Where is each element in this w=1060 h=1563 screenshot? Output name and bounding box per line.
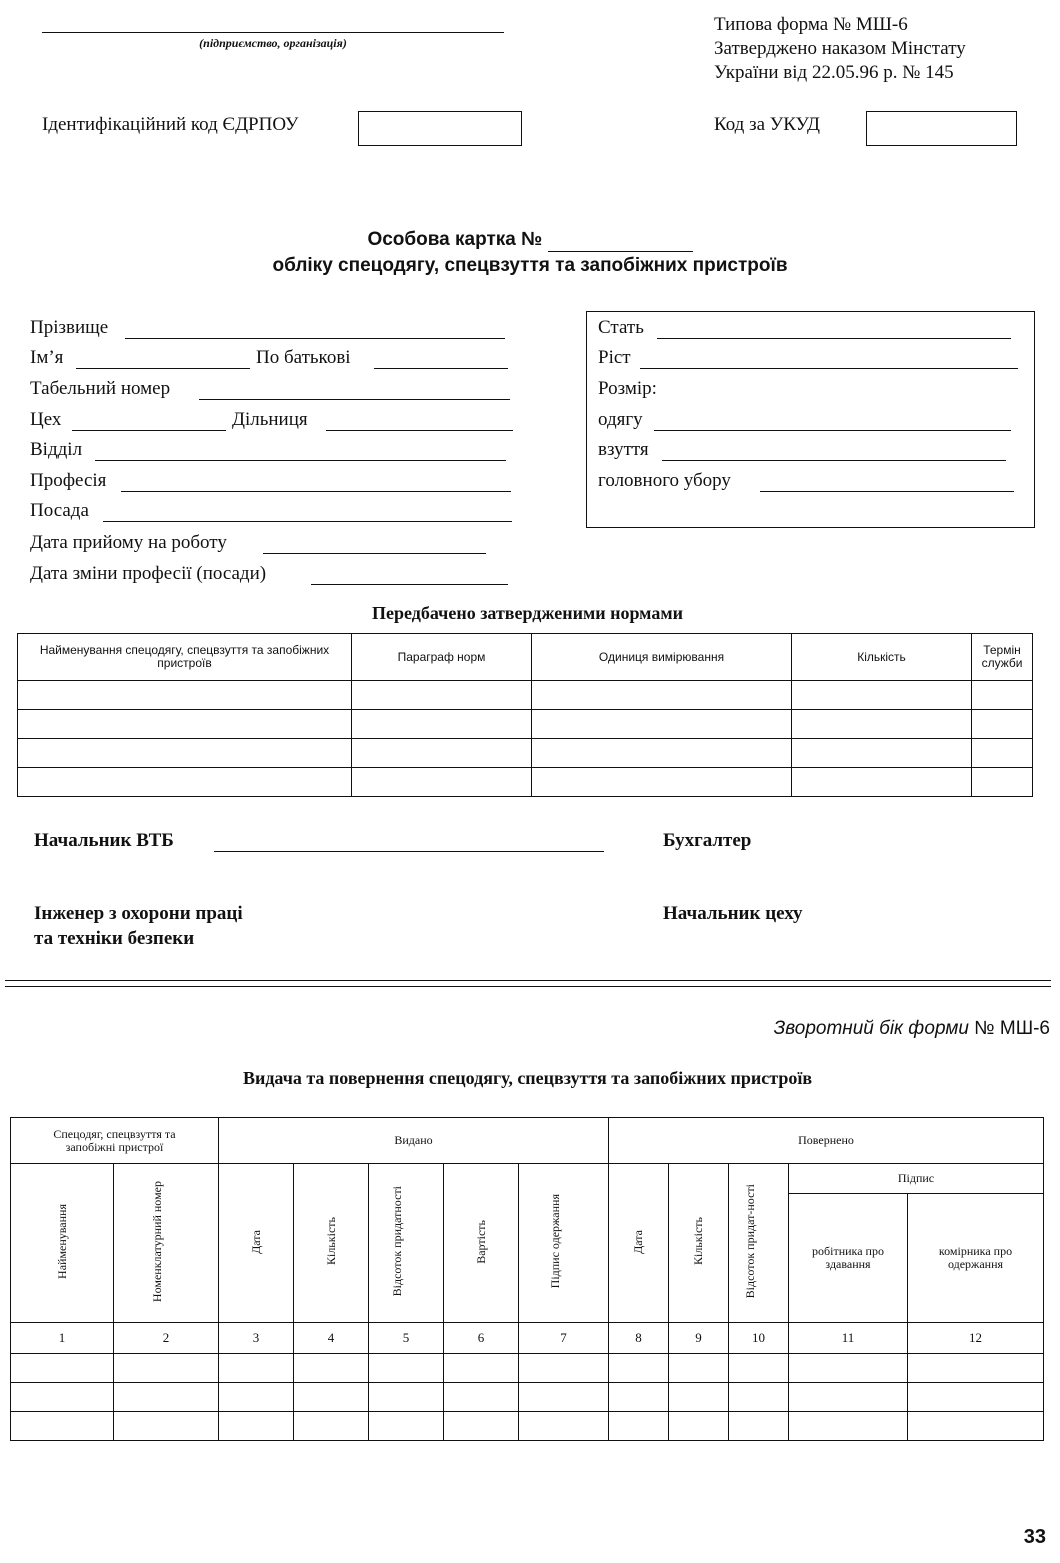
- card-title: [0, 229, 1060, 252]
- sex-label: Стать: [598, 317, 644, 338]
- group-issued-header: Видано: [219, 1118, 609, 1164]
- norms-header-term: Термін служби: [972, 634, 1033, 681]
- column-number: 10: [729, 1323, 789, 1354]
- headwear-size-field[interactable]: [760, 491, 1014, 492]
- table-cell[interactable]: [609, 1412, 669, 1441]
- column-number: 4: [294, 1323, 369, 1354]
- col-issue-pct-header: Відсоток придатності: [390, 1186, 404, 1297]
- column-number: 3: [219, 1323, 294, 1354]
- table-cell[interactable]: [114, 1354, 219, 1383]
- table-cell[interactable]: [792, 710, 972, 739]
- table-cell[interactable]: [114, 1412, 219, 1441]
- table-cell[interactable]: [792, 739, 972, 768]
- page-divider: [5, 980, 1051, 981]
- table-cell[interactable]: [369, 1354, 444, 1383]
- organization-line[interactable]: [42, 32, 504, 33]
- reverse-caption-italic: Зворотний бік форми: [773, 1018, 969, 1039]
- card-title-text: Особова картка №: [367, 229, 543, 250]
- patronymic-field[interactable]: [374, 368, 508, 369]
- table-cell[interactable]: [11, 1412, 114, 1441]
- norms-header-qty: Кількість: [792, 634, 972, 681]
- col-worker-header: робітника про здавання: [789, 1194, 908, 1323]
- col-cost-header: Вартість: [473, 1219, 488, 1264]
- table-cell[interactable]: [444, 1383, 519, 1412]
- norms-title: Передбачено затвердженими нормами: [372, 603, 683, 623]
- table-cell[interactable]: [219, 1354, 294, 1383]
- height-label: Ріст: [598, 347, 631, 368]
- shop-label: Цех: [30, 409, 62, 430]
- table-cell[interactable]: [18, 681, 352, 710]
- norms-header-unit: Одиниця вимірювання: [532, 634, 792, 681]
- change-date-field[interactable]: [311, 584, 508, 585]
- table-cell[interactable]: [219, 1412, 294, 1441]
- table-cell[interactable]: [444, 1412, 519, 1441]
- table-cell[interactable]: [294, 1354, 369, 1383]
- table-cell[interactable]: [792, 681, 972, 710]
- table-cell[interactable]: [352, 739, 532, 768]
- table-cell[interactable]: [729, 1383, 789, 1412]
- form-type-line1: Типова форма № МШ-6: [714, 14, 908, 35]
- tab-number-label: Табельний номер: [30, 378, 171, 399]
- table-row: [18, 681, 1033, 710]
- table-cell[interactable]: [369, 1383, 444, 1412]
- table-cell[interactable]: [18, 739, 352, 768]
- column-number: 12: [908, 1323, 1044, 1354]
- column-number: 11: [789, 1323, 908, 1354]
- department-field[interactable]: [95, 460, 506, 461]
- table-cell[interactable]: [532, 681, 792, 710]
- shop-head-label: Начальник цеху: [663, 903, 803, 924]
- engineer-label-line1: Інженер з охорони праці: [34, 903, 243, 924]
- height-field[interactable]: [640, 368, 1018, 369]
- table-cell[interactable]: [294, 1412, 369, 1441]
- table-row: [18, 710, 1033, 739]
- table-cell[interactable]: [908, 1354, 1044, 1383]
- group-items-header: Спецодяг, спецвзуття та запобіжні пристрої: [11, 1118, 219, 1164]
- table-cell[interactable]: [11, 1383, 114, 1412]
- tab-number-field[interactable]: [199, 399, 510, 400]
- section-label: Дільниця: [232, 409, 308, 430]
- table-cell[interactable]: [18, 768, 352, 797]
- table-cell[interactable]: [789, 1354, 908, 1383]
- table-cell[interactable]: [729, 1354, 789, 1383]
- table-cell[interactable]: [669, 1412, 729, 1441]
- shop-field[interactable]: [72, 430, 226, 431]
- headwear-size-label: головного убору: [598, 470, 731, 491]
- clothes-size-label: одягу: [598, 409, 643, 430]
- table-cell[interactable]: [792, 768, 972, 797]
- table-row: [18, 739, 1033, 768]
- card-number-field[interactable]: [548, 229, 693, 252]
- table-cell[interactable]: [294, 1383, 369, 1412]
- table-cell[interactable]: [114, 1383, 219, 1412]
- table-cell[interactable]: [609, 1354, 669, 1383]
- col-return-qty-header: Кількість: [691, 1217, 705, 1266]
- edrpou-label: Ідентифікаційний код ЄДРПОУ: [42, 114, 299, 135]
- patronymic-label: По батькові: [256, 347, 351, 368]
- col-return-pct-header: Відсоток придат-ності: [742, 1184, 757, 1299]
- page-number: 33: [1023, 1526, 1046, 1548]
- table-cell[interactable]: [18, 710, 352, 739]
- column-number: 7: [519, 1323, 609, 1354]
- position-label: Посада: [30, 500, 89, 521]
- page-divider-2: [5, 986, 1051, 987]
- column-number: 9: [669, 1323, 729, 1354]
- form-approval-line2: Затверджено наказом Мінстату: [714, 38, 966, 59]
- shoes-size-label: взуття: [598, 439, 649, 460]
- sex-field[interactable]: [657, 338, 1011, 339]
- organization-caption: (підприємство, організація): [199, 36, 347, 50]
- name-field[interactable]: [76, 368, 250, 369]
- table-cell[interactable]: [972, 710, 1033, 739]
- column-number: 2: [114, 1323, 219, 1354]
- reverse-caption: [774, 1018, 1050, 1040]
- table-cell[interactable]: [519, 1383, 609, 1412]
- table-cell[interactable]: [11, 1354, 114, 1383]
- col-issue-date-header: Дата: [248, 1229, 263, 1254]
- hire-date-field[interactable]: [263, 553, 486, 554]
- table-cell[interactable]: [444, 1354, 519, 1383]
- table-cell[interactable]: [908, 1383, 1044, 1412]
- norms-header-paragraph: Параграф норм: [352, 634, 532, 681]
- ukud-code-field[interactable]: [866, 111, 1017, 146]
- change-date-label: Дата зміни професії (посади): [30, 563, 267, 584]
- name-label: Ім’я: [30, 347, 64, 368]
- table-cell[interactable]: [609, 1383, 669, 1412]
- table-cell[interactable]: [669, 1383, 729, 1412]
- form-approval-line3: України від 22.05.96 р. № 145: [714, 62, 954, 83]
- table-cell[interactable]: [972, 739, 1033, 768]
- column-number: 8: [609, 1323, 669, 1354]
- col-issue-qty-header: Кількість: [323, 1217, 338, 1266]
- column-number: 6: [444, 1323, 519, 1354]
- issue-return-table: [10, 1117, 1044, 1441]
- col-return-date-header: Дата: [631, 1229, 645, 1254]
- group-signature-header: Підпис: [789, 1164, 1044, 1194]
- table-row: [18, 768, 1033, 797]
- norms-header-name: Найменування спецодягу, спецвзуття та запобіжних пристроїв: [18, 634, 352, 681]
- ukud-label: Код за УКУД: [714, 114, 821, 135]
- table-cell[interactable]: [369, 1412, 444, 1441]
- table-cell[interactable]: [789, 1412, 908, 1441]
- surname-field[interactable]: [125, 338, 505, 339]
- position-field[interactable]: [103, 521, 512, 522]
- head-vtb-signature-field[interactable]: [214, 851, 604, 852]
- col-sign-recv-header: Підпис одержання: [547, 1194, 562, 1289]
- profession-label: Професія: [30, 470, 107, 491]
- department-label: Відділ: [30, 439, 83, 460]
- table-cell[interactable]: [519, 1354, 609, 1383]
- shoes-size-field[interactable]: [662, 460, 1006, 461]
- table-row: [11, 1412, 1044, 1441]
- table-cell[interactable]: [972, 768, 1033, 797]
- surname-label: Прізвище: [30, 317, 109, 338]
- table-cell[interactable]: [729, 1412, 789, 1441]
- card-subtitle: обліку спецодягу, спецвзуття та запобіжних пристроїв: [272, 255, 788, 276]
- col-keeper-header: комірника про одержання: [908, 1194, 1044, 1323]
- edrpou-code-field[interactable]: [358, 111, 522, 146]
- col-name-header: Найменування: [54, 1204, 69, 1279]
- hire-date-label: Дата прийому на роботу: [30, 532, 227, 553]
- table-cell[interactable]: [532, 739, 792, 768]
- norms-table: [17, 633, 1033, 797]
- table-cell[interactable]: [908, 1412, 1044, 1441]
- column-numbers-row: [11, 1323, 1044, 1354]
- profession-field[interactable]: [121, 491, 511, 492]
- table-cell[interactable]: [519, 1412, 609, 1441]
- table-cell[interactable]: [352, 768, 532, 797]
- table-row: [11, 1354, 1044, 1383]
- section-field[interactable]: [326, 430, 513, 431]
- table-cell[interactable]: [789, 1383, 908, 1412]
- table-cell[interactable]: [532, 710, 792, 739]
- group-returned-header: Повернено: [609, 1118, 1044, 1164]
- table-cell[interactable]: [352, 681, 532, 710]
- column-number: 1: [11, 1323, 114, 1354]
- table-cell[interactable]: [972, 681, 1033, 710]
- table-cell[interactable]: [669, 1354, 729, 1383]
- table-row: [11, 1383, 1044, 1412]
- column-number: 5: [369, 1323, 444, 1354]
- table-cell[interactable]: [219, 1383, 294, 1412]
- table-cell[interactable]: [532, 768, 792, 797]
- col-nomenclature-header: Номенклатурний номер: [150, 1180, 164, 1303]
- engineer-label-line2: та техніки безпеки: [34, 928, 195, 949]
- accountant-label: Бухгалтер: [663, 830, 752, 851]
- head-vtb-label: Начальник ВТБ: [34, 830, 174, 851]
- reverse-caption-number: № МШ-6: [968, 1018, 1050, 1039]
- reverse-title: Видача та повернення спецодягу, спецвзуття та запобіжних пристроїв: [242, 1068, 813, 1088]
- size-label: Розмір:: [598, 378, 657, 399]
- clothes-size-field[interactable]: [654, 430, 1011, 431]
- sizes-box: [586, 311, 1035, 528]
- table-cell[interactable]: [352, 710, 532, 739]
